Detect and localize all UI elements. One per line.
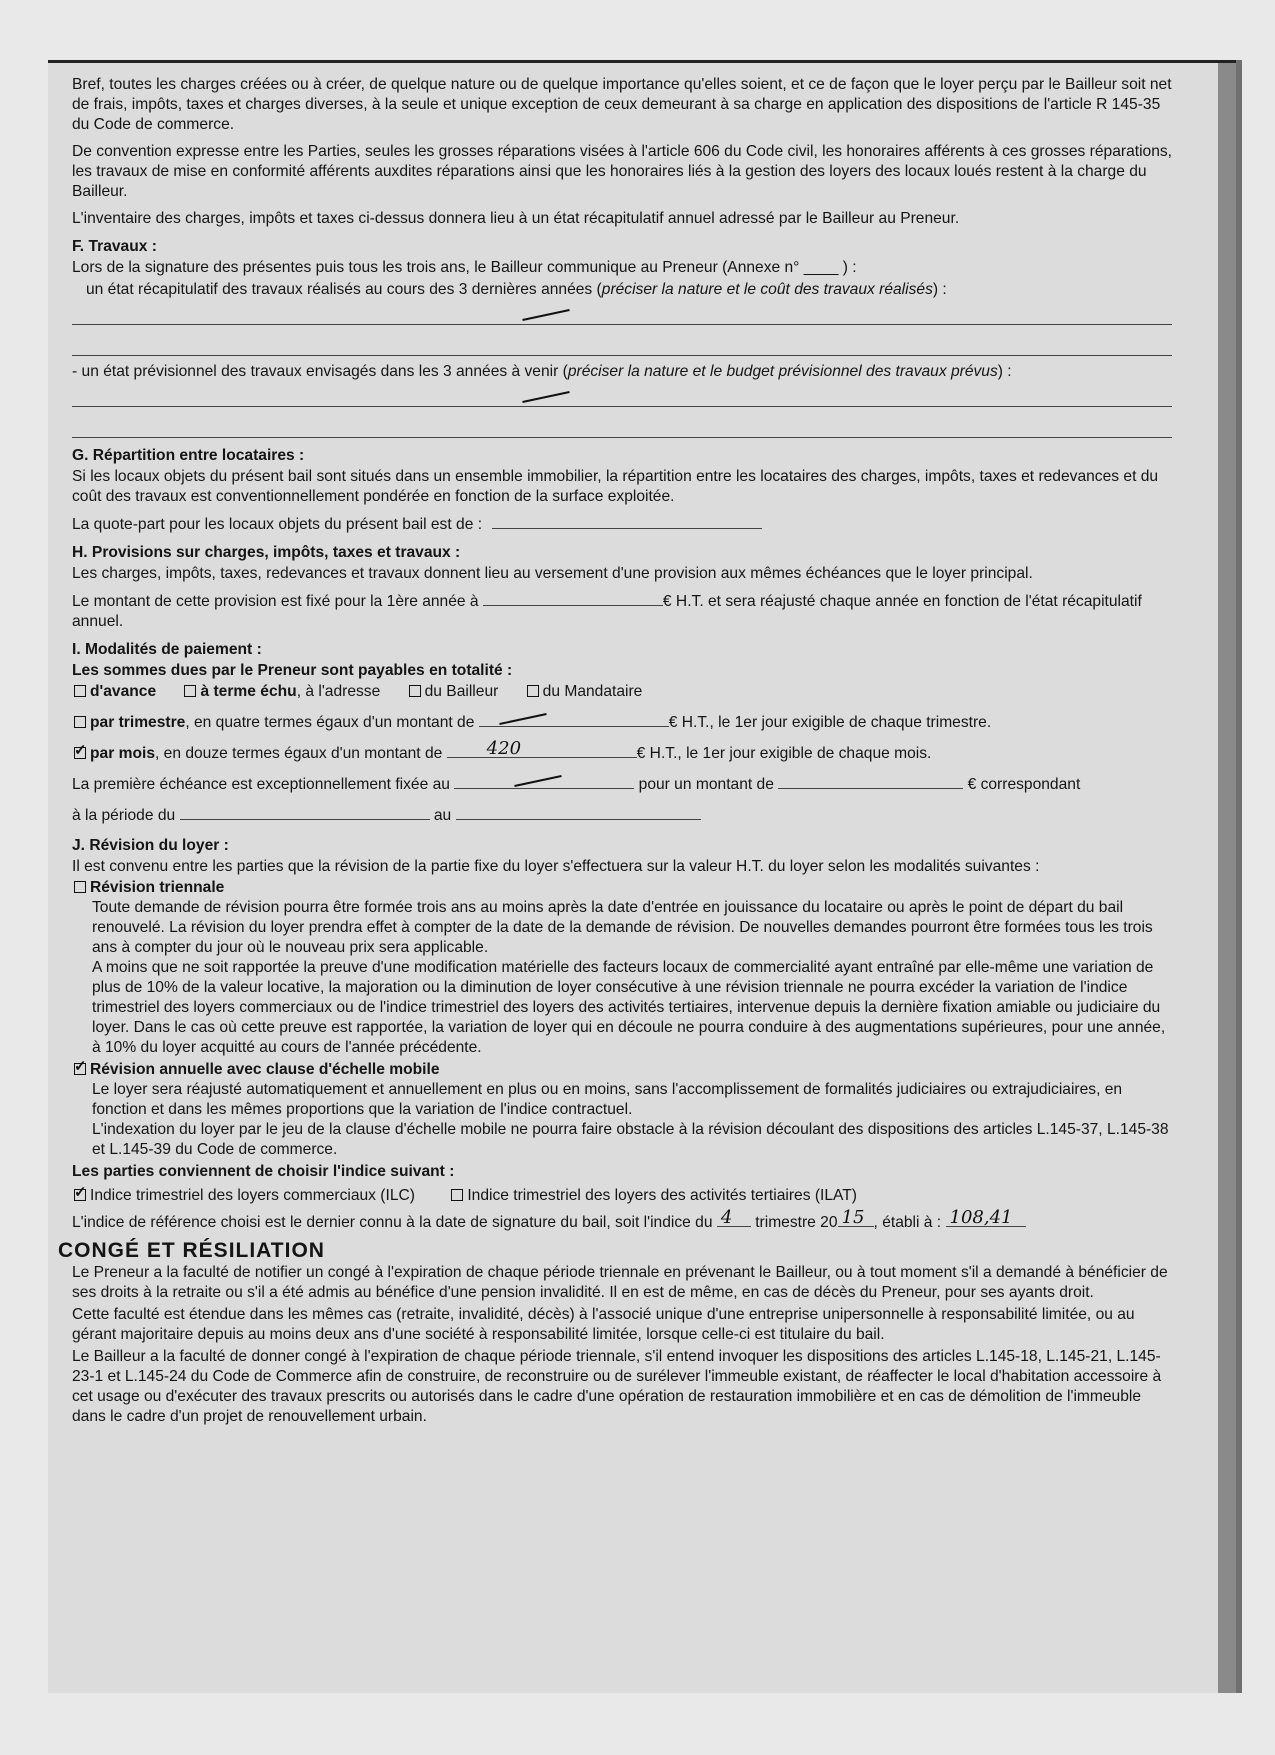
repartition-paragraph: Si les locaux objets du présent bail sont situés dans un ensemble immobilier, la répartition entre les locataires des charges, impôts, taxes et redevances et du coût des travaux est conventionnellement pondérée en fonction de la surface exploitée.: [72, 468, 1159, 505]
lease-page: [58, 75, 1173, 1429]
charges-paragraph-1: Bref, toutes les charges créées ou à créer, de quelque nature ou de quelque importance qu'elles soient, et ce de façon que le loyer perçu par le Bailleur soit net de frais, impôts, taxes et charges diverses, à la seule et unique exception de ceux demeurant à sa charge en application des dispositions de l'article R 145-35 du Code de commerce.: [72, 76, 1172, 133]
paiement-heading: I. Modalités de paiement :: [72, 641, 262, 658]
triennale-paragraph-2: A moins que ne soit rapportée la preuve d'une modification matérielle des facteurs locaux de commercialité ayant entraîné par elle-même une variation de plus de 10% de la valeur locative, la majoration ou la diminution de loyer consécutive à une révision triennale ne pourra excéder la variation de l'indice trimestriel des loyers commerciaux ou de l'indice trimestriel des loyers des activités tertiaires, intervenue depuis la dernière fixation amiable ou judiciaire du loyer. Dans le cas où cette preuve est rapportée, la variation de loyer qui en découle ne pourra conduire à des augmentations supérieures, pour une année, à 10% du loyer acquitté au cours de l'année précédente.: [92, 959, 1166, 1056]
travaux-realises-line-2[interactable]: [72, 331, 1172, 356]
repartition-heading: G. Répartition entre locataires :: [72, 447, 305, 464]
indice-trimestre-field[interactable]: 4: [717, 1212, 751, 1227]
premiere-echeance-amount-field[interactable]: [778, 774, 963, 789]
indice-reference-row: L'indice de référence choisi est le dernier connu à la date de signature du bail, soit l'indice du 4 trimestre 20 15 , établi à : 108,41: [72, 1212, 1172, 1233]
provision-amount-row: Le montant de cette provision est fixé pour la 1ère année à € H.T. et sera réajusté chaque année en fonction de l'état récapitulatif annuel.: [72, 593, 1142, 630]
terme-echu-checkbox[interactable]: [184, 685, 196, 697]
travaux-prevus-line-1[interactable]: [72, 382, 1172, 407]
paiement-terms-row: d'avance à terme échu, à l'adresse du Bailleur du Mandataire: [72, 682, 1172, 702]
conge-heading: CONGÉ ET RÉSILIATION: [58, 1239, 325, 1262]
travaux-heading: F. Travaux :: [72, 238, 157, 255]
bailleur-checkbox[interactable]: [409, 685, 421, 697]
ilc-checkbox[interactable]: [74, 1189, 86, 1201]
periode-row: à la période du au: [72, 805, 1172, 826]
mois-row: ✓par mois, en douze termes égaux d'un montant de 420 € H.T., le 1er jour exigible de chaque mois.: [72, 743, 1172, 764]
annuelle-checkbox[interactable]: [74, 1063, 86, 1075]
annuelle-paragraph-2: L'indexation du loyer par le jeu de la clause d'échelle mobile ne pourra faire obstacle à la révision découlant des dispositions des articles L.145-37, L.145-38 et L.145-39 du Code de commerce.: [92, 1121, 1169, 1158]
periode-start-field[interactable]: [180, 805, 430, 820]
conge-paragraph-2: Cette faculté est étendue dans les mêmes cas (retraite, invalidité, décès) à l'associé unique d'une entreprise unipersonnelle à responsabilité limitée, ou au gérant majoritaire depuis au moins deux ans d'une société à responsabilité limitée, lorsque celle-ci est titulaire du bail.: [72, 1306, 1135, 1343]
annuelle-option: ✓Révision annuelle avec clause d'échelle mobile: [72, 1060, 1172, 1080]
provisions-heading: H. Provisions sur charges, impôts, taxes et travaux :: [72, 544, 461, 561]
premiere-echeance-date-field[interactable]: [454, 774, 634, 789]
premiere-echeance-row: La première échéance est exceptionnellement fixée au pour un montant de € correspondant: [72, 776, 1081, 793]
trimestre-amount-field[interactable]: [479, 712, 669, 727]
periode-end-field[interactable]: [456, 805, 701, 820]
revision-intro: Il est convenu entre les parties que la révision de la partie fixe du loyer s'effectuera sur la valeur H.T. du loyer selon les modalités suivantes :: [72, 858, 1040, 875]
travaux-item-1: un état récapitulatif des travaux réalisés au cours des 3 dernières années (préciser la nature et le coût des travaux réalisés) :: [86, 281, 947, 298]
provisions-paragraph: Les charges, impôts, taxes, redevances et travaux donnent lieu au versement d'une provision aux mêmes échéances que le loyer principal.: [72, 565, 1033, 582]
travaux-item-2: - un état prévisionnel des travaux envisagés dans les 3 années à venir (préciser la nature et le budget prévisionnel des travaux prévus) :: [72, 363, 1012, 380]
triennale-checkbox[interactable]: [74, 881, 86, 893]
quote-part-field[interactable]: [492, 514, 762, 529]
indice-valeur-field[interactable]: 108,41: [946, 1212, 1026, 1227]
travaux-intro: Lors de la signature des présentes puis tous les trois ans, le Bailleur communique au Preneur (Annexe n° ____ ) :: [72, 259, 857, 276]
page-edge: [1218, 63, 1236, 1693]
trimestre-checkbox[interactable]: [74, 716, 86, 728]
ilat-checkbox[interactable]: [451, 1189, 463, 1201]
triennale-option: Révision triennale: [72, 878, 1172, 898]
annuelle-paragraph-1: Le loyer sera réajusté automatiquement et annuellement en plus ou en moins, sans l'accomplissement de formalités judiciaires ou extrajudiciaires, en fonction et dans les mêmes proportions que la variation de l'indice contractuel.: [92, 1081, 1123, 1118]
conge-paragraph-1: Le Preneur a la faculté de notifier un congé à l'expiration de chaque période triennale en prévenant le Bailleur, ou à tout moment s'il a demandé à bénéficier de ses droits à la retraite ou s'il a été admis au bénéfice d'une pension invalidité. Il en est de même, en cas de décès du Preneur, pour ses ayants droit.: [72, 1264, 1168, 1301]
mandataire-checkbox[interactable]: [527, 685, 539, 697]
conge-paragraph-3: Le Bailleur a la faculté de donner congé à l'expiration de chaque période triennale, s'il entend invoquer les dispositions des articles L.145-18, L.145-21, L.145-23-1 et L.145-24 du Code de Commerce afin de construire, de reconstruire ou de surélever l'immeuble existant, de réaffecter le local d'habitation accessoire à cet usage ou d'exécuter des travaux prescrits ou autorisés dans le cadre d'une opération de restauration immobilière et en cas de démolition de l'immeuble dans le cadre d'un projet de renouvellement urbain.: [72, 1348, 1162, 1425]
revision-heading: J. Révision du loyer :: [72, 837, 229, 854]
mois-amount-field[interactable]: 420: [447, 743, 637, 758]
indice-options-row: ✓Indice trimestriel des loyers commerciaux (ILC) Indice trimestriel des loyers des activités tertiaires (ILAT): [72, 1186, 1172, 1206]
paiement-subheading: Les sommes dues par le Preneur sont payables en totalité :: [72, 662, 513, 679]
charges-paragraph-2: De convention expresse entre les Parties, seules les grosses réparations visées à l'article 606 du Code civil, les honoraires afférents à ces grosses réparations, les travaux de mise en conformité afférents auxdites réparations ainsi que les honoraires liés à la gestion des loyers des locaux loués restent à la charge du Bailleur.: [72, 143, 1173, 200]
provision-amount-field[interactable]: [483, 591, 663, 606]
triennale-paragraph-1: Toute demande de révision pourra être formée trois ans au moins après la date d'entrée en jouissance du locataire ou après le point de départ du bail renouvelé. La révision du loyer prendra effet à compter de la date de la demande de révision. De nouvelles demandes pourront être formées tous les trois ans à compter du jour où le nouveau prix sera applicable.: [92, 899, 1153, 956]
travaux-realises-line-1[interactable]: [72, 300, 1172, 325]
mois-checkbox[interactable]: [74, 747, 86, 759]
indice-choice-heading: Les parties conviennent de choisir l'indice suivant :: [72, 1163, 455, 1180]
avance-checkbox[interactable]: [74, 685, 86, 697]
quote-part-row: La quote-part pour les locaux objets du présent bail est de :: [72, 514, 1172, 535]
trimestre-row: par trimestre, en quatre termes égaux d'un montant de € H.T., le 1er jour exigible de chaque trimestre.: [72, 712, 1172, 733]
indice-annee-field[interactable]: 15: [838, 1212, 874, 1227]
travaux-prevus-line-2[interactable]: [72, 413, 1172, 438]
charges-paragraph-3: L'inventaire des charges, impôts et taxes ci-dessus donnera lieu à un état récapitulatif annuel adressé par le Bailleur au Preneur.: [72, 210, 960, 227]
